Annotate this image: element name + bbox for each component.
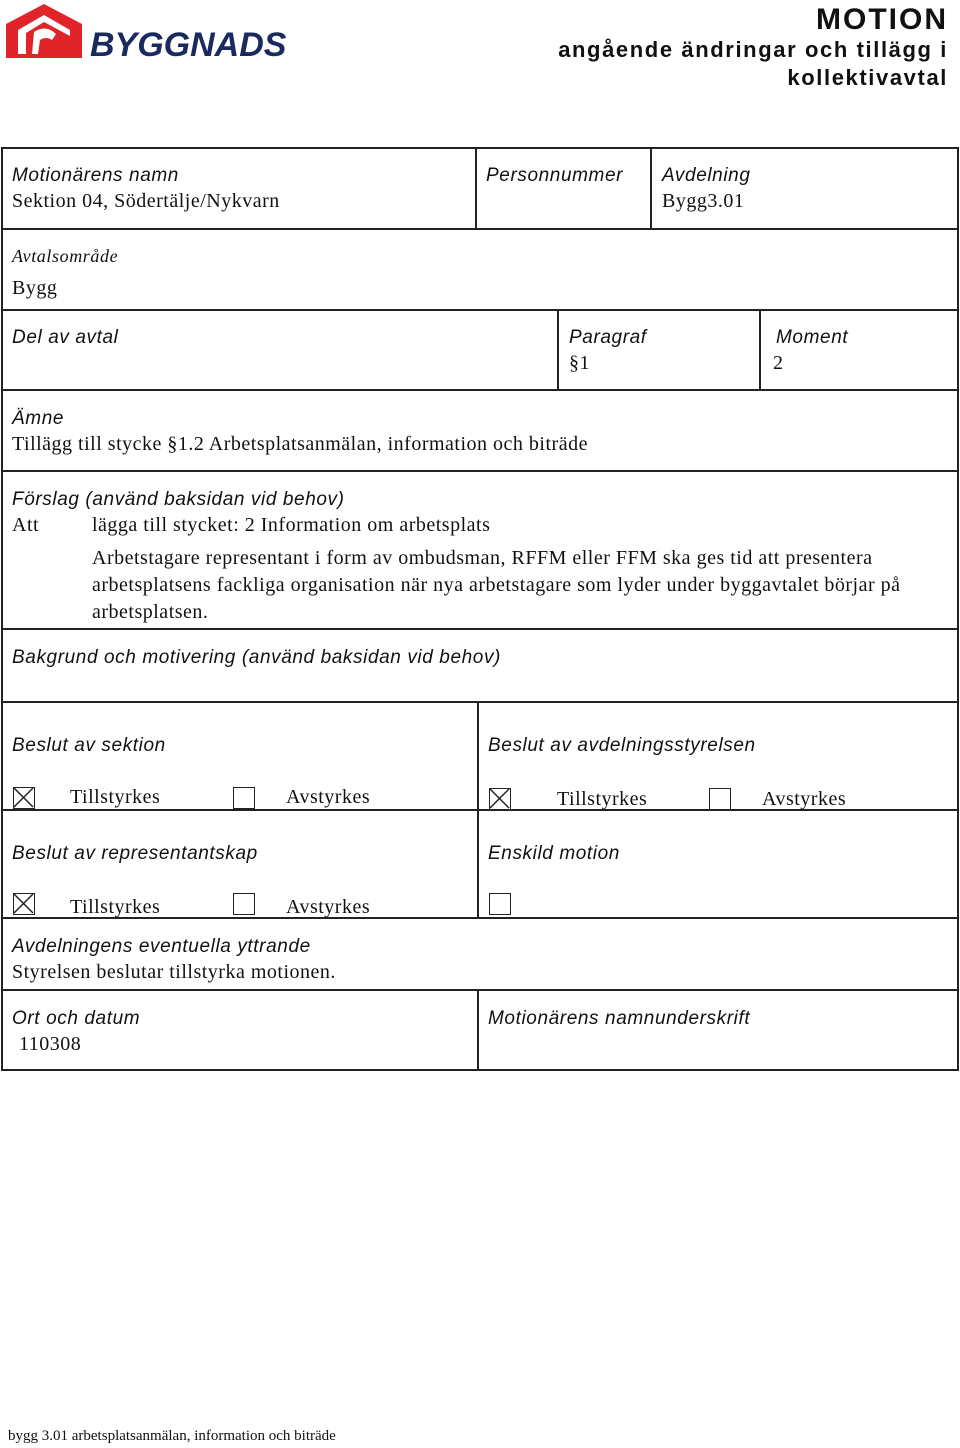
grid-line <box>475 147 477 229</box>
moment-value[interactable]: 2 <box>773 352 784 374</box>
grid-line <box>2 1069 959 1071</box>
grid-line <box>2 989 959 991</box>
byggnads-logo <box>4 2 287 64</box>
enskild-motion-checkbox[interactable] <box>489 893 511 915</box>
motionaren-label: Motionärens namn <box>12 165 179 186</box>
grid-line <box>2 701 959 703</box>
sektion-tillstyrkes-checkbox[interactable] <box>13 787 35 809</box>
grid-line <box>2 389 959 391</box>
namnunderskrift-label: Motionärens namnunderskrift <box>488 1008 751 1029</box>
check-x-icon <box>14 788 33 807</box>
avdelning-label: Avdelning <box>662 165 751 186</box>
representantskap-tillstyrkes-checkbox[interactable] <box>13 893 35 915</box>
forslag-label: Förslag (använd baksidan vid behov) <box>12 489 345 510</box>
check-x-icon <box>490 789 509 808</box>
personnummer-label: Personnummer <box>486 165 624 186</box>
yttrande-label: Avdelningens eventuella yttrande <box>12 936 311 957</box>
beslut-sektion-label: Beslut av sektion <box>12 735 166 756</box>
document-subtitle-line2: kollektivavtal <box>787 65 948 90</box>
paragraf-value[interactable]: §1 <box>569 352 590 374</box>
enskild-motion-label: Enskild motion <box>488 843 620 864</box>
avdelning-avstyrkes-label: Avstyrkes <box>762 788 847 810</box>
grid-line <box>957 147 959 1071</box>
sektion-avstyrkes-checkbox[interactable] <box>233 787 255 809</box>
page-footer: bygg 3.01 arbetsplatsanmälan, information och biträde <box>8 1428 336 1444</box>
representantskap-tillstyrkes-label: Tillstyrkes <box>70 896 161 918</box>
logo-text: BYGGNADS <box>90 26 287 64</box>
motionaren-value[interactable]: Sektion 04, Södertälje/Nykvarn <box>12 190 280 212</box>
grid-line <box>477 989 479 1071</box>
avtalsomrade-value[interactable]: Bygg <box>12 277 58 299</box>
sektion-avstyrkes-label: Avstyrkes <box>286 786 371 808</box>
grid-line <box>477 701 479 919</box>
bakgrund-label: Bakgrund och motivering (använd baksidan vid behov) <box>12 647 501 668</box>
grid-line <box>2 309 959 311</box>
grid-line <box>2 628 959 630</box>
beslut-representantskap-label: Beslut av representantskap <box>12 843 258 864</box>
check-x-icon <box>14 894 33 913</box>
representantskap-avstyrkes-label: Avstyrkes <box>286 896 371 918</box>
amne-value[interactable]: Tillägg till stycke §1.2 Arbetsplatsanmälan, information och biträde <box>12 433 588 455</box>
avdelning-value[interactable]: Bygg3.01 <box>662 190 745 212</box>
ort-datum-label: Ort och datum <box>12 1008 141 1029</box>
moment-label: Moment <box>776 327 849 348</box>
paragraf-label: Paragraf <box>569 327 647 348</box>
grid-line <box>2 147 959 149</box>
sektion-tillstyrkes-label: Tillstyrkes <box>70 786 161 808</box>
del-av-avtal-label: Del av avtal <box>12 327 119 348</box>
beslut-avdelning-label: Beslut av avdelningsstyrelsen <box>488 735 756 756</box>
avdelning-avstyrkes-checkbox[interactable] <box>709 788 731 810</box>
yttrande-value[interactable]: Styrelsen beslutar tillstyrka motionen. <box>12 961 336 983</box>
amne-label: Ämne <box>12 408 65 429</box>
avdelning-tillstyrkes-label: Tillstyrkes <box>557 788 648 810</box>
representantskap-avstyrkes-checkbox[interactable] <box>233 893 255 915</box>
grid-line <box>557 309 559 391</box>
grid-line <box>2 228 959 230</box>
document-subtitle-line1: angående ändringar och tillägg i <box>558 37 948 62</box>
grid-line <box>2 470 959 472</box>
forslag-paragraph[interactable]: Arbetstagare representant i form av ombudsman, RFFM eller FFM ska ges tid att presentera arbetsplatsens fackliga organisation när nya arbetstagare som lyder under byggavtalet börjar på arbetsplatsen. <box>92 547 901 623</box>
avtalsomrade-label: Avtalsområde <box>12 246 119 266</box>
document-title-block <box>558 4 948 92</box>
document-title: MOTION <box>816 3 948 36</box>
ort-datum-value[interactable]: 110308 <box>19 1033 82 1055</box>
att-label: Att <box>12 514 40 536</box>
grid-line <box>759 309 761 391</box>
grid-line <box>650 147 652 229</box>
avdelning-tillstyrkes-checkbox[interactable] <box>489 788 511 810</box>
forslag-line1[interactable]: lägga till stycket: 2 Information om arbetsplats <box>92 514 491 536</box>
grid-line <box>1 147 3 1071</box>
